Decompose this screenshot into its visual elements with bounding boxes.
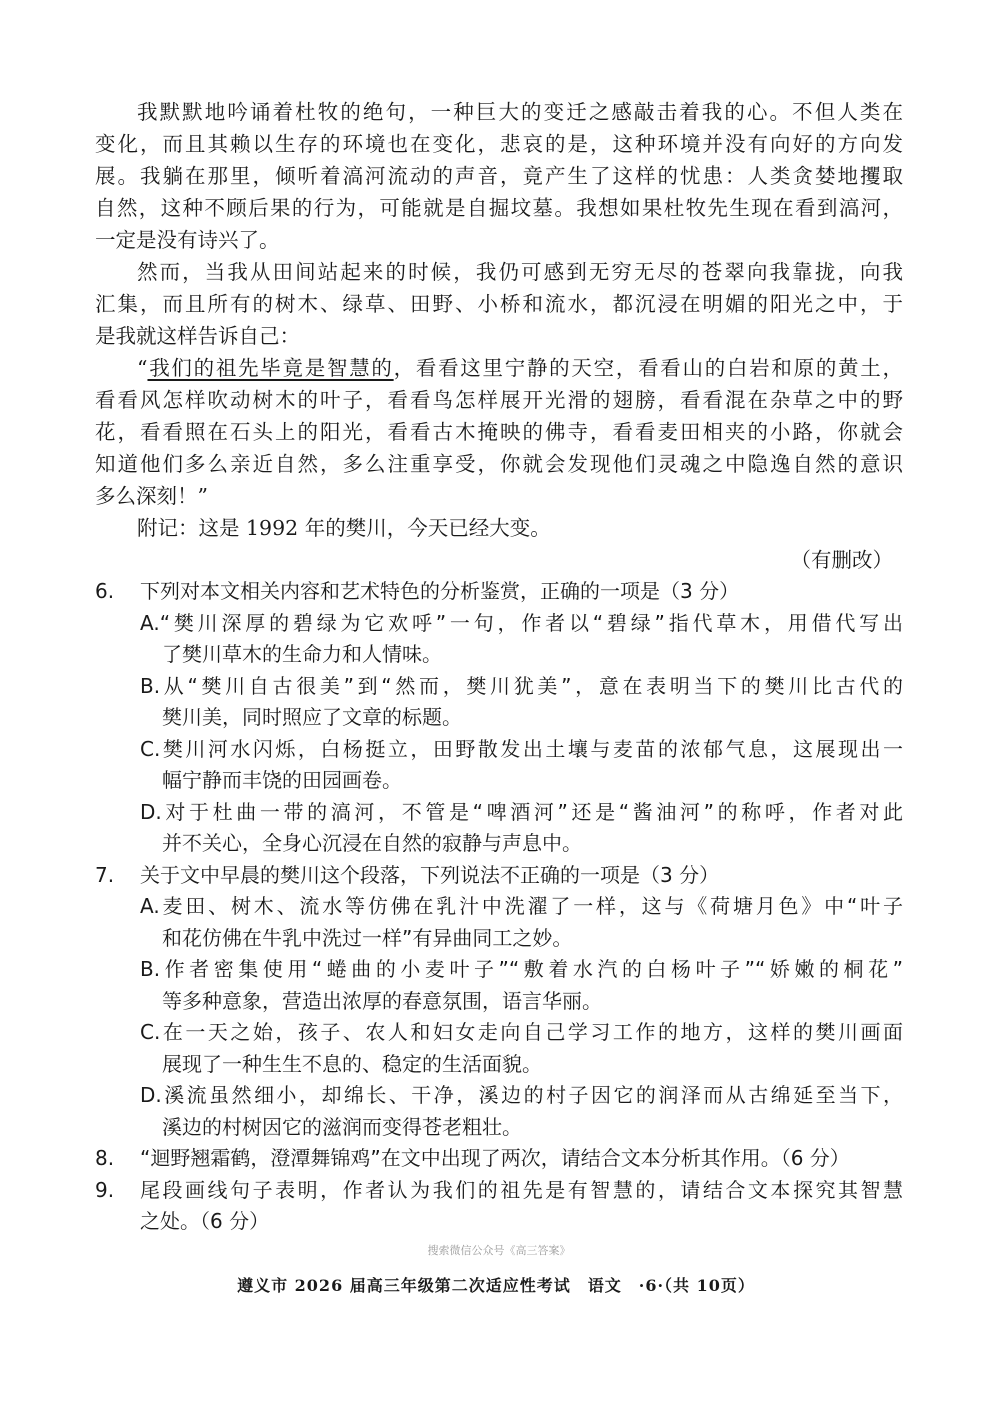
question-number: 9.: [95, 1177, 115, 1202]
option-line: 幅宁静而丰饶的田园画卷。: [162, 768, 402, 792]
option-line: 并不关心，全身心沉浸在自然的寂静与声息中。: [162, 831, 582, 855]
question-8: [95, 1143, 903, 1175]
option-D: [140, 797, 903, 860]
passage-line: [95, 352, 903, 384]
question-7: [95, 860, 903, 1144]
option-line: 樊川美，同时照应了文章的标题。: [162, 705, 462, 729]
passage-line: 一定是没有诗兴了。: [95, 228, 280, 252]
open-quote: “: [137, 356, 148, 380]
option-line: B.从“樊川自古很美”到“然而，樊川犹美”，意在表明当下的樊川比古代的: [140, 673, 903, 698]
passage-line: 然而，当我从田间站起来的时候，我仍可感到无穷无尽的苍翠向我靠拢，向我: [137, 260, 903, 284]
passage-line: 看看风怎样吹动树木的叶子，看看鸟怎样展开光滑的翅膀，看看混在杂草之中的野: [95, 388, 903, 412]
question-stem: 关于文中早晨的樊川这个段落，下列说法不正确的一项是（3 分）: [140, 862, 720, 887]
page-footer: 遵义市 2026 届高三年级第二次适应性考试 语文 ·6·（共 10页）: [237, 1276, 755, 1295]
watermark: 搜索微信公众号《高三答案》: [427, 1243, 571, 1257]
passage-line: 多么深刻！”: [95, 484, 208, 508]
question-number: 8.: [95, 1146, 115, 1170]
passage-line: 我默默地吟诵着杜牧的绝句，一种巨大的变迁之感敲击着我的心。不但人类在: [137, 100, 903, 124]
reading-passage: [95, 96, 903, 576]
option-D: [140, 1080, 903, 1143]
question-stem: 尾段画线句子表明，作者认为我们的祖先是有智慧的，请结合文本探究其智慧: [140, 1177, 903, 1202]
question-9: [95, 1175, 903, 1238]
option-line: A.麦田、树木、流水等仿佛在乳汁中洗濯了一样，这与《荷塘月色》中“叶子: [140, 894, 903, 918]
question-6: [95, 576, 903, 860]
option-line: A.“樊川深厚的碧绿为它欢呼”一句，作者以“碧绿”指代草木，用借代写出: [140, 610, 903, 635]
passage-line: 展。我躺在那里，倾听着滈河流动的声音，竟产生了这样的忧患：人类贪婪地攫取: [95, 164, 903, 188]
option-C: [140, 734, 903, 797]
option-A: [140, 608, 903, 671]
option-line: 等多种意象，营造出浓厚的春意氛围，语言华丽。: [162, 988, 602, 1013]
passage-text: ，看看这里宁静的天空，看看山的白岩和原的黄土，: [393, 356, 904, 380]
revision-note: （有删改）: [790, 548, 893, 572]
page-content: [95, 96, 903, 1258]
question-number: 7.: [95, 862, 115, 887]
option-B: [140, 671, 903, 734]
option-B: [140, 954, 903, 1017]
passage-line: 是我就这样告诉自己：: [95, 324, 300, 348]
passage-line: 知道他们多么亲近自然，多么注重享受，你就会发现他们灵魂之中隐逸自然的意识: [95, 452, 903, 476]
question-stem: “迴野翘霜鹤，澄潭舞锦鸡”在文中出现了两次，请结合文本分析其作用。（6 分）: [140, 1146, 850, 1170]
option-line: D.对于杜曲一带的滈河，不管是“啤酒河”还是“酱油河”的称呼，作者对此: [140, 799, 903, 824]
passage-line: 花，看看照在石头上的阳光，看看古木掩映的佛寺，看看麦田相夹的小路，你就会: [95, 420, 903, 444]
underlined-sentence: 我们的祖先毕竟是智慧的: [147, 356, 394, 380]
question-stem: 下列对本文相关内容和艺术特色的分析鉴赏，正确的一项是（3 分）: [140, 579, 740, 603]
option-line: 和花仿佛在牛乳中洗过一样”有异曲同工之妙。: [162, 925, 573, 950]
option-line: B.作者密集使用“蜷曲的小麦叶子”“敷着水汽的白杨叶子”“娇嫩的桐花”: [140, 957, 903, 981]
questions-section: [95, 576, 903, 1238]
postscript: 附记：这是 1992 年的樊川，今天已经大变。: [137, 516, 551, 540]
option-line: 溪边的村树因它的滋润而变得苍老粗壮。: [162, 1114, 522, 1139]
question-number: 6.: [95, 579, 115, 603]
option-line: C.在一天之始，孩子、农人和妇女走向自己学习工作的地方，这样的樊川画面: [140, 1020, 903, 1044]
option-A: [140, 891, 903, 954]
option-C: [140, 1017, 903, 1080]
option-line: 了樊川草木的生命力和人情味。: [162, 642, 442, 666]
passage-line: 变化，而且其赖以生存的环境也在变化，悲哀的是，这种环境并没有向好的方向发: [95, 132, 903, 156]
passage-line: 自然，这种不顾后果的行为，可能就是自掘坟墓。我想如果杜牧先生现在看到滈河，: [95, 196, 903, 220]
option-line: 展现了一种生生不息的、稳定的生活面貌。: [162, 1051, 542, 1076]
passage-line: 汇集，而且所有的树木、绿草、田野、小桥和流水，都沉浸在明媚的阳光之中，于: [95, 292, 903, 316]
option-line: D.溪流虽然细小，却绵长、干净，溪边的村子因它的润泽而从古绵延至当下，: [140, 1083, 903, 1107]
question-stem: 之处。（6 分）: [140, 1209, 270, 1233]
option-line: C.樊川河水闪烁，白杨挺立，田野散发出土壤与麦苗的浓郁气息，这展现出一: [140, 736, 903, 761]
